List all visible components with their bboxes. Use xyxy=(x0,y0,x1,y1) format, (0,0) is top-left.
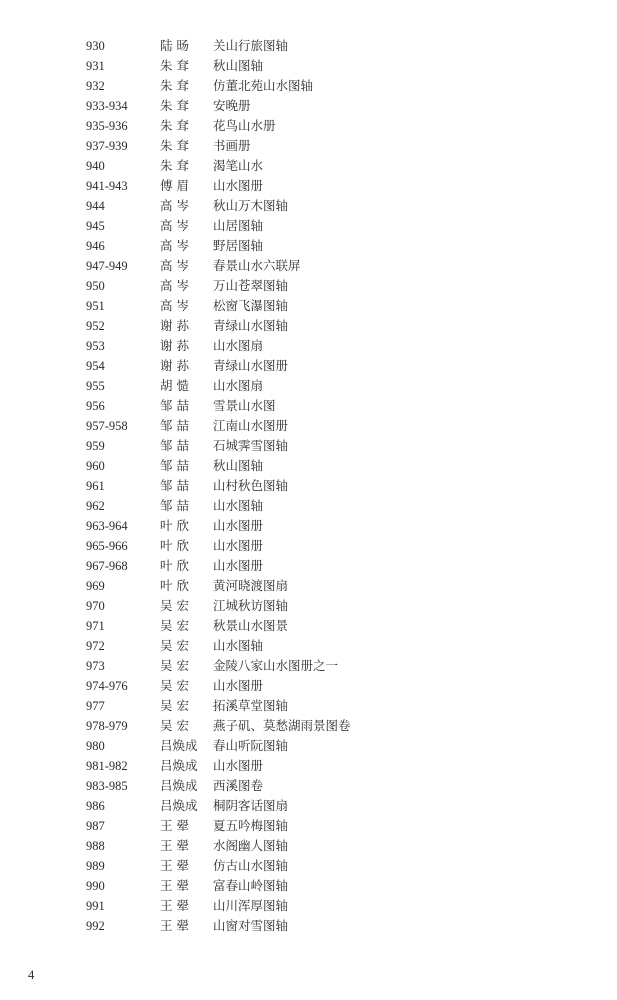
artwork-title: 黄河晓渡图扇 xyxy=(213,578,289,593)
list-item xyxy=(0,596,617,616)
plate-number: 970 xyxy=(86,599,105,613)
plate-index-list xyxy=(0,36,617,936)
artist-name: 谢 荪 xyxy=(160,338,189,353)
plate-number: 957-958 xyxy=(86,419,128,433)
artwork-title: 春山听阮图轴 xyxy=(213,738,289,753)
artwork-title: 野居图轴 xyxy=(213,238,264,253)
plate-number: 978-979 xyxy=(86,719,128,733)
plate-number: 987 xyxy=(86,819,105,833)
plate-number: 974-976 xyxy=(86,679,128,693)
list-item xyxy=(0,876,617,896)
plate-number: 969 xyxy=(86,579,105,593)
list-item xyxy=(0,436,617,456)
artwork-title: 山川浑厚图轴 xyxy=(213,898,289,913)
artwork-title: 山水图轴 xyxy=(213,498,264,513)
page-number: 4 xyxy=(28,968,35,982)
artist-name: 王 翚 xyxy=(160,858,189,873)
list-item xyxy=(0,236,617,256)
artist-name: 吴 宏 xyxy=(160,718,189,733)
artist-name: 朱 耷 xyxy=(160,118,189,133)
artwork-title: 秋山图轴 xyxy=(213,58,264,73)
plate-number: 933-934 xyxy=(86,99,128,113)
artwork-title: 关山行旅图轴 xyxy=(213,38,289,53)
artwork-title: 山村秋色图轴 xyxy=(213,478,289,493)
artwork-title: 夏五吟梅图轴 xyxy=(213,818,289,833)
list-item xyxy=(0,676,617,696)
list-item xyxy=(0,376,617,396)
artist-name: 吕焕成 xyxy=(160,758,198,773)
plate-number: 935-936 xyxy=(86,119,128,133)
plate-number: 959 xyxy=(86,439,105,453)
list-item xyxy=(0,776,617,796)
list-item xyxy=(0,736,617,756)
artist-name: 吴 宏 xyxy=(160,658,189,673)
plate-number: 951 xyxy=(86,299,105,313)
list-item xyxy=(0,816,617,836)
artist-name: 高 岑 xyxy=(160,238,189,253)
list-item xyxy=(0,296,617,316)
artist-name: 叶 欣 xyxy=(160,578,189,593)
list-item xyxy=(0,916,617,936)
artwork-title: 万山苍翠图轴 xyxy=(213,278,289,293)
plate-number: 956 xyxy=(86,399,105,413)
artist-name: 高 岑 xyxy=(160,298,189,313)
artist-name: 胡 慥 xyxy=(160,378,189,393)
artist-name: 王 翚 xyxy=(160,918,189,933)
artist-name: 高 岑 xyxy=(160,198,189,213)
list-item xyxy=(0,756,617,776)
artist-name: 谢 荪 xyxy=(160,318,189,333)
list-item xyxy=(0,696,617,716)
list-item xyxy=(0,616,617,636)
list-item xyxy=(0,896,617,916)
plate-number: 932 xyxy=(86,79,105,93)
plate-number: 937-939 xyxy=(86,139,128,153)
artwork-title: 秋山万木图轴 xyxy=(213,198,289,213)
list-item xyxy=(0,416,617,436)
list-item xyxy=(0,496,617,516)
artist-name: 吴 宏 xyxy=(160,598,189,613)
artist-name: 高 岑 xyxy=(160,278,189,293)
plate-number: 991 xyxy=(86,899,105,913)
list-item xyxy=(0,256,617,276)
artwork-title: 山水图册 xyxy=(213,558,264,573)
plate-number: 931 xyxy=(86,59,105,73)
artwork-title: 金陵八家山水图册之一 xyxy=(213,658,339,673)
list-item xyxy=(0,796,617,816)
artist-name: 吴 宏 xyxy=(160,618,189,633)
artwork-title: 书画册 xyxy=(213,138,251,153)
list-item xyxy=(0,536,617,556)
artist-name: 邹 喆 xyxy=(160,398,189,413)
plate-number: 986 xyxy=(86,799,105,813)
plate-number: 988 xyxy=(86,839,105,853)
artwork-title: 山水图册 xyxy=(213,538,264,553)
artist-name: 高 岑 xyxy=(160,258,189,273)
list-item xyxy=(0,116,617,136)
artist-name: 傅 眉 xyxy=(160,178,189,193)
plate-number: 947-949 xyxy=(86,259,128,273)
list-item xyxy=(0,56,617,76)
plate-number: 944 xyxy=(86,199,105,213)
list-item xyxy=(0,656,617,676)
list-item xyxy=(0,356,617,376)
artwork-title: 西溪图卷 xyxy=(213,778,264,793)
plate-number: 983-985 xyxy=(86,779,128,793)
artwork-title: 山居图轴 xyxy=(213,218,264,233)
plate-number: 990 xyxy=(86,879,105,893)
artist-name: 邹 喆 xyxy=(160,418,189,433)
list-item xyxy=(0,36,617,56)
artist-name: 邹 喆 xyxy=(160,438,189,453)
plate-number: 955 xyxy=(86,379,105,393)
list-item xyxy=(0,96,617,116)
list-item xyxy=(0,216,617,236)
artwork-title: 燕子矶、莫愁湖雨景图卷 xyxy=(213,718,351,733)
list-item xyxy=(0,476,617,496)
list-item xyxy=(0,636,617,656)
artist-name: 吕焕成 xyxy=(160,798,198,813)
artist-name: 叶 欣 xyxy=(160,518,189,533)
artist-name: 朱 耷 xyxy=(160,98,189,113)
artwork-title: 山水图册 xyxy=(213,678,264,693)
list-item xyxy=(0,176,617,196)
artwork-title: 渴笔山水 xyxy=(213,158,264,173)
artist-name: 谢 荪 xyxy=(160,358,189,373)
list-item xyxy=(0,716,617,736)
plate-number: 962 xyxy=(86,499,105,513)
plate-number: 952 xyxy=(86,319,105,333)
artist-name: 吕焕成 xyxy=(160,778,198,793)
artist-name: 邹 喆 xyxy=(160,498,189,513)
artist-name: 朱 耷 xyxy=(160,58,189,73)
plate-number: 992 xyxy=(86,919,105,933)
plate-number: 989 xyxy=(86,859,105,873)
artist-name: 王 翚 xyxy=(160,818,189,833)
plate-number: 961 xyxy=(86,479,105,493)
artwork-title: 江南山水图册 xyxy=(213,418,289,433)
artwork-title: 春景山水六联屏 xyxy=(213,258,301,273)
plate-number: 971 xyxy=(86,619,105,633)
plate-number: 972 xyxy=(86,639,105,653)
artwork-title: 仿古山水图轴 xyxy=(213,858,289,873)
artist-name: 朱 耷 xyxy=(160,158,189,173)
plate-number: 953 xyxy=(86,339,105,353)
artwork-title: 山水图轴 xyxy=(213,638,264,653)
artwork-title: 水阁幽人图轴 xyxy=(213,838,289,853)
plate-number: 973 xyxy=(86,659,105,673)
artwork-title: 青绿山水图册 xyxy=(213,358,289,373)
artwork-title: 秋景山水图景 xyxy=(213,618,289,633)
artist-name: 吕焕成 xyxy=(160,738,198,753)
plate-number: 945 xyxy=(86,219,105,233)
artist-name: 王 翚 xyxy=(160,898,189,913)
artwork-title: 山水图扇 xyxy=(213,378,264,393)
artist-name: 叶 欣 xyxy=(160,538,189,553)
artwork-title: 拓溪草堂图轴 xyxy=(213,698,289,713)
artwork-title: 雪景山水图 xyxy=(213,398,276,413)
plate-number: 967-968 xyxy=(86,559,128,573)
plate-number: 980 xyxy=(86,739,105,753)
artist-name: 王 翚 xyxy=(160,878,189,893)
plate-number: 954 xyxy=(86,359,105,373)
artist-name: 吴 宏 xyxy=(160,638,189,653)
plate-number: 960 xyxy=(86,459,105,473)
artist-name: 王 翚 xyxy=(160,838,189,853)
artwork-title: 青绿山水图轴 xyxy=(213,318,289,333)
list-item xyxy=(0,576,617,596)
artwork-title: 江城秋访图轴 xyxy=(213,598,289,613)
list-item xyxy=(0,856,617,876)
artist-name: 叶 欣 xyxy=(160,558,189,573)
plate-number: 963-964 xyxy=(86,519,128,533)
list-item xyxy=(0,336,617,356)
artist-name: 邹 喆 xyxy=(160,478,189,493)
plate-number: 930 xyxy=(86,39,105,53)
artwork-title: 山水图册 xyxy=(213,518,264,533)
artwork-title: 秋山图轴 xyxy=(213,458,264,473)
artist-name: 高 岑 xyxy=(160,218,189,233)
list-item xyxy=(0,76,617,96)
list-item xyxy=(0,456,617,476)
list-item xyxy=(0,196,617,216)
list-item xyxy=(0,516,617,536)
artwork-title: 石城霁雪图轴 xyxy=(213,438,289,453)
artwork-title: 仿董北苑山水图轴 xyxy=(213,78,314,93)
plate-number: 940 xyxy=(86,159,105,173)
artwork-title: 山水图册 xyxy=(213,178,264,193)
artwork-title: 安晚册 xyxy=(213,98,251,113)
artwork-title: 富春山岭图轴 xyxy=(213,878,289,893)
list-item xyxy=(0,276,617,296)
artist-name: 朱 耷 xyxy=(160,78,189,93)
list-item xyxy=(0,156,617,176)
list-item xyxy=(0,836,617,856)
list-item xyxy=(0,316,617,336)
artist-name: 邹 喆 xyxy=(160,458,189,473)
list-item xyxy=(0,396,617,416)
plate-number: 965-966 xyxy=(86,539,128,553)
artwork-title: 山水图扇 xyxy=(213,338,264,353)
artwork-title: 松窗飞瀑图轴 xyxy=(213,298,289,313)
artwork-title: 山窗对雪图轴 xyxy=(213,918,289,933)
artist-name: 吴 宏 xyxy=(160,698,189,713)
artwork-title: 花鸟山水册 xyxy=(213,118,276,133)
plate-number: 950 xyxy=(86,279,105,293)
plate-number: 977 xyxy=(86,699,105,713)
list-item xyxy=(0,136,617,156)
artist-name: 朱 耷 xyxy=(160,138,189,153)
artwork-title: 桐阴客话图扇 xyxy=(213,798,289,813)
plate-number: 941-943 xyxy=(86,179,128,193)
plate-number: 981-982 xyxy=(86,759,128,773)
artist-name: 陆 旸 xyxy=(160,38,189,53)
list-item xyxy=(0,556,617,576)
artwork-title: 山水图册 xyxy=(213,758,264,773)
artist-name: 吴 宏 xyxy=(160,678,189,693)
plate-number: 946 xyxy=(86,239,105,253)
